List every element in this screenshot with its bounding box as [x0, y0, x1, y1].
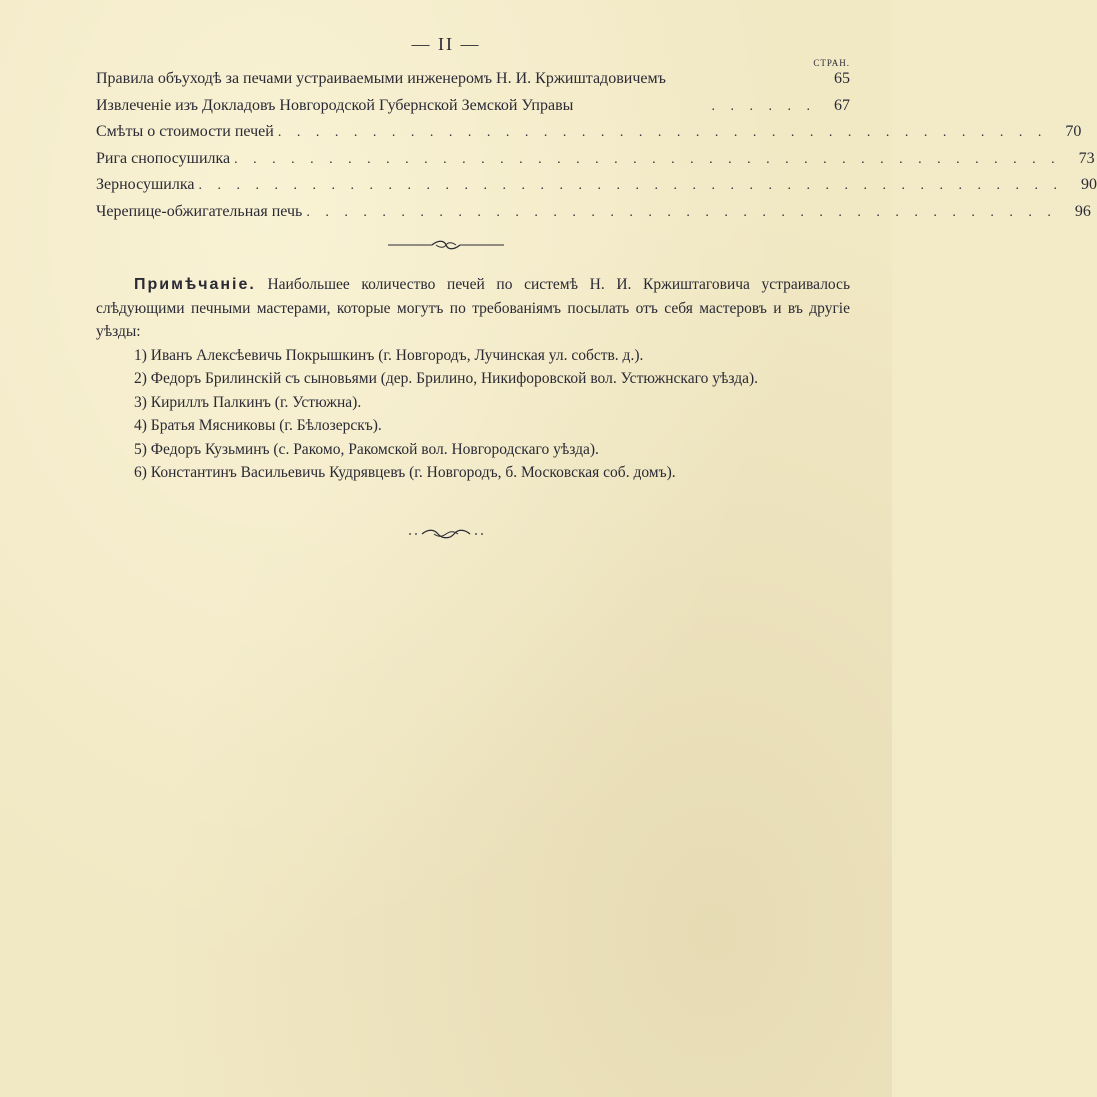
item-number: 5): [134, 440, 147, 458]
toc-leader: . . . . . .: [711, 98, 816, 114]
item-text: Федоръ Кузьминъ (с. Ракомо, Ракомской вол. Новгородскаго уѣзда).: [150, 440, 599, 458]
item-number: 2): [134, 370, 147, 387]
toc-title: Зерносушилка: [96, 176, 195, 193]
toc-page-number: 67: [834, 96, 850, 114]
list-item: [96, 367, 850, 391]
toc-page-number: 90: [1080, 176, 1097, 193]
item-number: 3): [134, 393, 147, 411]
toc-row: [96, 202, 1091, 230]
item-number: 1): [134, 346, 147, 364]
item-text: Федоръ Брилинскій съ сыновьями (дер. Брилино, Никифоровской вол. Устюжнскаго уѣзда).: [150, 370, 758, 387]
page-column-label: СТРАН.: [813, 58, 850, 68]
item-text: Константинъ Васильевичь Кудрявцевъ (г. Новгородъ, б. Московская соб. домъ).: [150, 464, 676, 481]
toc-leader: . . . . . . . . . . . . . . . . . . . . . . . . . . . . . . . . . . . . . . . . . . . .: [234, 151, 1061, 167]
table-of-contents: [96, 70, 1097, 229]
toc-page-number: 73: [1078, 149, 1095, 167]
toc-page-number: 96: [1074, 202, 1091, 220]
page-number: — II —: [411, 34, 481, 54]
toc-row: [96, 97, 850, 124]
toc-title: Черепице-обжигательная печь: [96, 202, 303, 220]
divider-ornament-icon: [0, 238, 892, 252]
toc-row: [96, 149, 1095, 177]
toc-page-number: 70: [1065, 123, 1082, 140]
item-text: Кириллъ Палкинъ (г. Устюжна).: [150, 393, 362, 411]
toc-row: [96, 70, 850, 97]
list-item: [96, 414, 850, 438]
list-item: [96, 391, 850, 415]
toc-page-number: 65: [834, 70, 850, 87]
list-item: [96, 438, 850, 462]
item-number: 6): [134, 464, 147, 481]
list-item: [96, 344, 850, 368]
item-text: Иванъ Алексѣевичь Покрышкинъ (г. Новгородъ, Лучинская ул. собств. д.).: [150, 346, 644, 364]
toc-row: [96, 176, 1097, 203]
toc-title: Извлеченіе изъ Докладовъ Новгородской Губернской Земской Управы: [96, 96, 574, 114]
note-intro: [96, 273, 850, 344]
note-section: [96, 273, 850, 485]
toc-leader: . . . . . . . . . . . . . . . . . . . . . . . . . . . . . . . . . . . . . . . . .: [277, 125, 1048, 140]
list-item: [96, 461, 850, 485]
toc-leader: . . . . . . . . . . . . . . . . . . . . . . . . . . . . . . . . . . . . . . . .: [306, 204, 1057, 220]
toc-leader: . . . . . . . . . . . . . . . . . . . . . . . . . . . . . . . . . . . . . . . . . . . . . .: [198, 178, 1063, 193]
end-ornament-icon: [0, 528, 892, 540]
note-label: Примѣчаніе.: [134, 276, 256, 293]
note-text: Наибольшее количество печей по системѣ Н. И. Кржиштаговича устраивалось слѣдующими печными мастерами, которые могутъ по требованіямъ посылать отъ себя мастеровъ и въ другіе уѣзды:: [96, 276, 851, 340]
toc-title: Правила объуходѣ за печами устраиваемыми инженеромъ Н. И. Кржиштадовичемъ: [96, 70, 666, 87]
toc-title: Рига снопосушилка: [96, 149, 231, 167]
toc-title: Смѣты о стоимости печей: [96, 123, 274, 140]
item-number: 4): [134, 417, 147, 434]
item-text: Братья Мясниковы (г. Бѣлозерскъ).: [150, 417, 382, 434]
toc-row: [96, 123, 1082, 150]
